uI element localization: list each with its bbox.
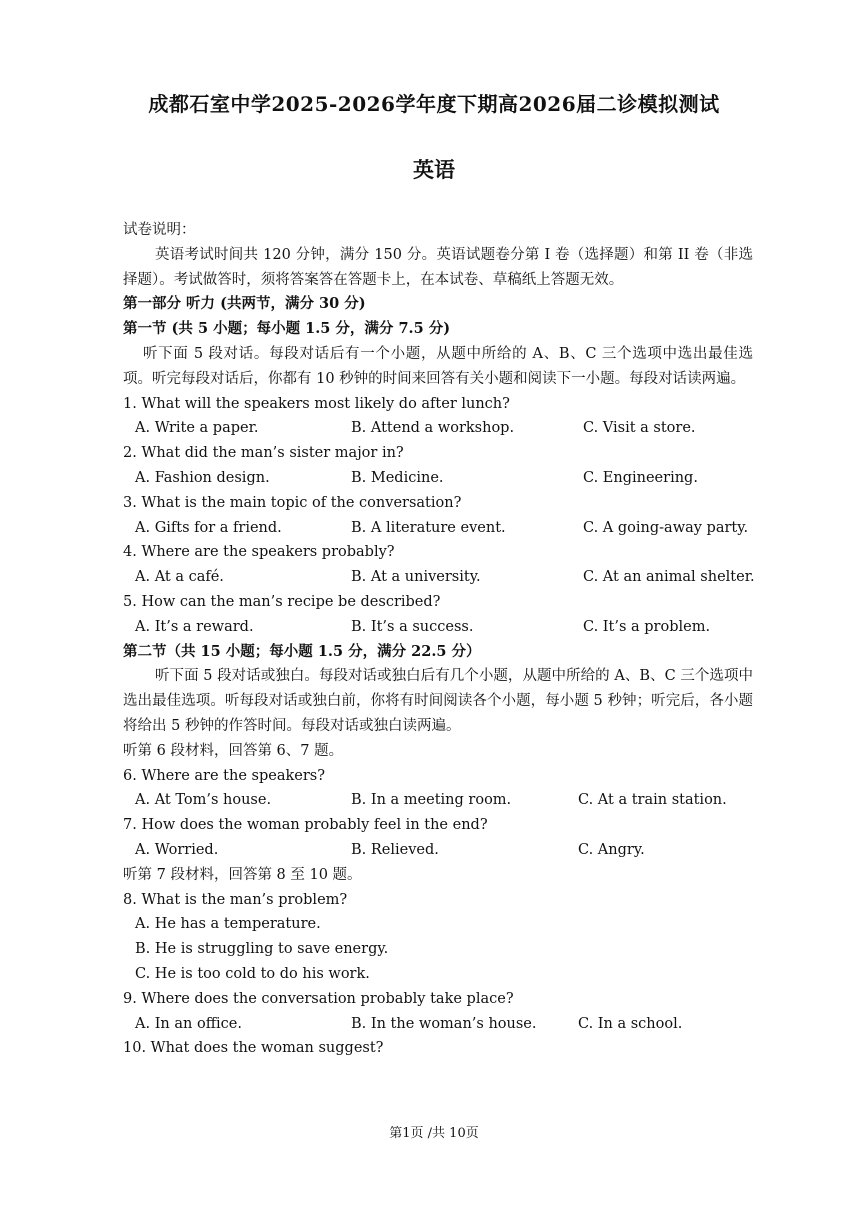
option-c: C. Visit a store. bbox=[583, 420, 696, 437]
question-10-stem: 10. What does the woman suggest? bbox=[123, 1040, 384, 1057]
option-a: A. It’s a reward. bbox=[135, 618, 254, 635]
question-9-stem: 9. Where does the conversation probably take place? bbox=[123, 990, 514, 1007]
page-number: 第1页 /共 10页 bbox=[389, 1126, 479, 1141]
option-b: B. In the woman’s house. bbox=[351, 1015, 537, 1032]
option-a: A. Worried. bbox=[135, 841, 219, 858]
material-6-note: 听第 6 段材料，回答第 6、7 题。 bbox=[123, 742, 344, 759]
question-8-stem: 8. What is the man’s problem? bbox=[123, 891, 348, 908]
option-c: C. At an animal shelter. bbox=[583, 569, 755, 586]
question-7-stem: 7. How does the woman probably feel in the end? bbox=[123, 817, 488, 834]
subject-title: 英语 bbox=[413, 157, 455, 182]
option-b: B. Attend a workshop. bbox=[351, 420, 515, 437]
instructions-text: 英语考试时间共 120 分钟，满分 150 分。英语试题卷分第 I 卷（选择题）和第 II 卷（非选择题）。考试做答时，须将答案答在答题卡上，在本试卷、草稿纸上答题无效。 bbox=[123, 246, 753, 288]
option-c: C. It’s a problem. bbox=[583, 618, 711, 635]
option-a: A. Write a paper. bbox=[135, 420, 259, 437]
option-c: C. Engineering. bbox=[583, 469, 698, 486]
option-a: A. In an office. bbox=[135, 1015, 242, 1032]
section2-directions: 听下面 5 段对话或独白。每段对话或独白后有几个小题，从题中所给的 A、B、C 三个选项中选出最佳选项。听每段对话或独白前，你将有时间阅读各个小题，每小题 5 秒钟；听完后，各小题将给出 5 秒钟的作答时间。每段对话或独白读两遍。 bbox=[123, 668, 753, 734]
option-b: B. Relieved. bbox=[351, 841, 439, 858]
option-a: A. At Tom’s house. bbox=[135, 792, 272, 809]
question-6-stem: 6. Where are the speakers? bbox=[123, 767, 325, 784]
option-b: B. A literature event. bbox=[351, 519, 506, 536]
part1-heading: 第一部分 听力 (共两节，满分 30 分) bbox=[123, 295, 366, 313]
question-9-options bbox=[123, 1012, 753, 1037]
material-7-note: 听第 7 段材料，回答第 8 至 10 题。 bbox=[123, 866, 362, 883]
question-5-options bbox=[123, 615, 753, 640]
exam-content bbox=[123, 218, 753, 1061]
option-b: B. At a university. bbox=[351, 569, 481, 586]
question-3-stem: 3. What is the main topic of the conversation? bbox=[123, 494, 462, 511]
option-c: C. At a train station. bbox=[578, 792, 727, 809]
question-2-stem: 2. What did the man’s sister major in? bbox=[123, 445, 404, 462]
question-4-options bbox=[123, 565, 753, 590]
option-c: C. A going-away party. bbox=[583, 519, 749, 536]
question-8-option-b: B. He is struggling to save energy. bbox=[135, 941, 389, 958]
option-a: A. Gifts for a friend. bbox=[135, 519, 282, 536]
question-2-options bbox=[123, 466, 753, 491]
exam-title: 成都石室中学2025-2026学年度下期高2026届二诊模拟测试 bbox=[148, 92, 720, 116]
question-5-stem: 5. How can the man’s recipe be described? bbox=[123, 593, 441, 610]
instructions-label: 试卷说明： bbox=[123, 222, 196, 238]
option-a: A. At a café. bbox=[135, 569, 224, 586]
section2-heading: 第二节（共 15 小题；每小题 1.5 分，满分 22.5 分） bbox=[123, 642, 481, 660]
question-4-stem: 4. Where are the speakers probably? bbox=[123, 544, 395, 561]
question-8-option-c: C. He is too cold to do his work. bbox=[135, 965, 370, 982]
section1-directions: 听下面 5 段对话。每段对话后有一个小题，从题中所给的 A、B、C 三个选项中选出最佳选项。听完每段对话后，你都有 10 秒钟的时间来回答有关小题和阅读下一小题。每段对话读两遍。 bbox=[123, 345, 753, 387]
option-b: B. It’s a success. bbox=[351, 618, 474, 635]
option-a: A. Fashion design. bbox=[135, 469, 270, 486]
question-1-options bbox=[123, 416, 753, 441]
question-8-option-a: A. He has a temperature. bbox=[135, 916, 321, 933]
question-7-options bbox=[123, 838, 753, 863]
option-c: C. Angry. bbox=[578, 841, 645, 858]
option-b: B. In a meeting room. bbox=[351, 792, 512, 809]
question-1-stem: 1. What will the speakers most likely do after lunch? bbox=[123, 395, 510, 412]
option-c: C. In a school. bbox=[578, 1015, 683, 1032]
section1-heading: 第一节 (共 5 小题；每小题 1.5 分，满分 7.5 分) bbox=[123, 320, 451, 338]
question-3-options bbox=[123, 516, 753, 541]
option-b: B. Medicine. bbox=[351, 469, 444, 486]
question-6-options bbox=[123, 788, 753, 813]
